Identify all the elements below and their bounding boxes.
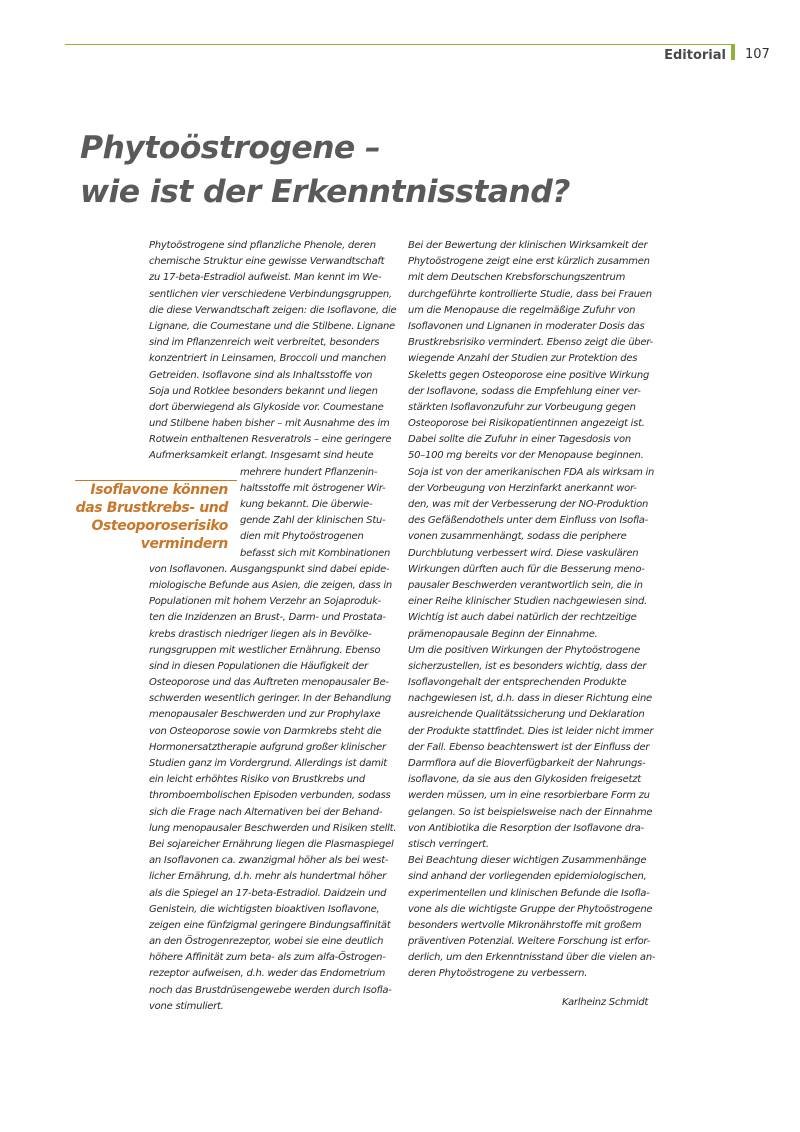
text-line: der Isoflavone, sodass die Empfehlung einer ver- — [408, 385, 641, 397]
text-line: miologische Befunde aus Asien, die zeigen, dass in — [149, 579, 392, 591]
text-line: Phytoöstrogene zeigt eine erst kürzlich zusammen — [408, 256, 650, 268]
section-accent-bar — [731, 44, 735, 60]
text-line: rezeptor aufweisen, d.h. weder das Endometrium — [149, 968, 386, 980]
text-line: durchgeführte kontrollierte Studie, dass bei Frauen — [408, 288, 652, 300]
text-line: Wichtig ist auch dabei natürlich der rechtzeitige — [408, 612, 637, 624]
text-line: von Osteoporose sowie von Darmkrebs steht die — [149, 725, 382, 737]
text-line: ein leicht erhöhtes Risiko von Brustkrebs und — [149, 774, 365, 786]
text-line: Isoflavonen und Lignanen in moderater Dosis das — [408, 320, 645, 332]
text-line: isoflavone, da sie aus den Glykosiden freigesetzt — [408, 774, 641, 786]
text-line: ausreichende Qualitätssicherung und Deklaration — [408, 709, 645, 721]
section-label: Editorial — [664, 48, 726, 63]
text-line: konzentriert in Leinsamen, Broccoli und manchen — [149, 353, 387, 365]
text-line: den, was mit der Verbesserung der NO-Produktion — [408, 499, 649, 510]
pullquote-line: Osteoporoserisiko — [91, 518, 228, 534]
text-line: rungsgruppen mit westlicher Ernährung. Ebenso — [149, 644, 381, 656]
text-line: chemische Struktur eine gewisse Verwandtschaft — [149, 256, 385, 268]
text-line: höhere Affinität zum beta- als zum alfa-Östrogen- — [149, 952, 386, 964]
text-line: dien mit Phytoöstrogenen — [240, 531, 364, 543]
text-line: präventiven Potenzial. Weitere Forschung ist erfor- — [408, 936, 651, 948]
text-line: zu 17-beta-Estradiol aufweist. Man kennt im We- — [149, 272, 382, 284]
text-line: an den Östrogenrezeptor, wobei sie eine deutlich — [149, 936, 384, 948]
text-line: Osteoporose bei Risikopatientinnen angezeigt ist. — [408, 418, 645, 430]
title-line-2: wie ist der Erkenntnisstand? — [80, 174, 570, 210]
text-line: sentlichen vier verschiedene Verbindungsgruppen, — [149, 288, 392, 300]
text-line: pausaler Beschwerden verantwortlich sein, die in — [408, 579, 643, 591]
text-line: kung bekannt. Die überwie- — [240, 499, 373, 510]
text-line: sind im Pflanzenreich weit verbreitet, besonders — [149, 337, 380, 349]
text-line: von Isoflavonen. Ausgangspunkt sind dabei epide- — [149, 563, 390, 575]
text-line: Rotwein enthaltenen Resveratrols – eine geringere — [149, 434, 392, 446]
pullquote — [68, 481, 228, 553]
text-line: befasst sich mit Kombinationen — [240, 547, 391, 559]
right-column — [408, 238, 658, 983]
text-line: derlich, um den Erkenntnisstand über die vielen an- — [408, 952, 656, 964]
text-line: sicherzustellen, ist es besonders wichtig, dass der — [408, 660, 647, 672]
text-line: licher Ernährung, d.h. mehr als hundertmal höher — [149, 871, 387, 883]
text-line: der Produkte stattfindet. Dies ist leider nicht immer — [408, 725, 654, 737]
text-line: vone stimuliert. — [149, 1000, 224, 1012]
text-line: Soja und Rotklee besonders bekannt und liegen — [149, 385, 378, 397]
text-line: sind in diesen Populationen die Häufigkeit der — [149, 660, 368, 672]
pullquote-line: Isoflavone können — [90, 482, 228, 498]
text-line: die diese Verwandtschaft zeigen: die Isoflavone, die — [149, 304, 397, 316]
pullquote-line: das Brustkrebs- und — [75, 500, 228, 516]
text-line: Bei Beachtung dieser wichtigen Zusammenhänge — [408, 855, 647, 867]
text-line: Phytoöstrogene sind pflanzliche Phenole, deren — [149, 240, 376, 251]
left-column — [149, 238, 399, 1015]
text-line: gende Zahl der klinischen Stu- — [240, 515, 386, 527]
text-line: Skeletts gegen Osteoporose eine positive Wirkung — [408, 369, 650, 381]
text-line: sind anhand der vorliegenden epidemiologischen, — [408, 871, 647, 883]
text-line: Soja ist von der amerikanischen FDA als wirksam in — [408, 466, 655, 478]
text-line: Bei sojareicher Ernährung liegen die Plasmaspiegel — [149, 838, 394, 850]
text-line: mit dem Deutschen Krebsforschungszentrum — [408, 272, 626, 284]
text-line: Dabei sollte die Zufuhr in einer Tagesdosis von — [408, 434, 631, 446]
text-line: Bei der Bewertung der klinischen Wirksamkeit der — [408, 240, 648, 251]
text-line: Wirkungen dürften auch für die Besserung meno- — [408, 563, 645, 575]
text-line: nachgewiesen ist, d.h. dass in dieser Richtung eine — [408, 693, 652, 705]
text-line: haltsstoffe mit östrogener Wir- — [240, 482, 386, 494]
text-line: Populationen mit hohem Verzehr an Sojaproduk- — [149, 596, 382, 608]
text-line: vone als die wichtigste Gruppe der Phytoöstrogene — [408, 903, 653, 915]
text-line: prämenopausale Beginn der Einnahme. — [408, 628, 598, 640]
text-line: thromboembolischen Episoden verbunden, sodass — [149, 790, 391, 802]
text-line: des Gefäßendothels unter dem Einfluss von Isofla- — [408, 515, 649, 527]
text-line: experimentellen und klinischen Befunde die Isofla- — [408, 887, 650, 899]
text-line: Durchblutung verbessert wird. Diese vaskulären — [408, 547, 639, 559]
text-line: um die Menopause die regelmäßige Zufuhr von — [408, 304, 636, 316]
pullquote-line: vermindern — [140, 536, 228, 552]
text-line: gelangen. So ist beispielsweise nach der Einnahme — [408, 806, 653, 818]
text-line: stärkten Isoflavonzufuhr zur Vorbeugung gegen — [408, 401, 636, 413]
text-line: der Vorbeugung von Herzinfarkt anerkannt wor- — [408, 482, 637, 494]
text-line: besonders wertvolle Mikronährstoffe mit großem — [408, 919, 642, 931]
text-line: sich die Frage nach Alternativen bei der Behand- — [149, 806, 383, 818]
text-line: der Fall. Ebenso beachtenswert ist der Einfluss der — [408, 741, 650, 753]
text-line: zeigen eine fünfzigmal geringere Bindungsaffinität — [149, 919, 391, 931]
text-line: als die Spiegel an 17-beta-Estradiol. Daidzein und — [149, 887, 387, 899]
text-line: Isoflavongehalt der entsprechenden Produkte — [408, 677, 627, 689]
article-title — [80, 126, 680, 214]
text-line: 50–100 mg bereits vor der Menopause beginnen. — [408, 450, 644, 462]
text-line: und Stilbene haben bisher – mit Ausnahme des im — [149, 418, 390, 430]
text-line: einer Reihe klinischer Studien nachgewiesen sind. — [408, 596, 648, 608]
text-line: an Isoflavonen ca. zwanzigmal höher als bei west- — [149, 855, 389, 867]
text-line: Um die positiven Wirkungen der Phytoöstrogene — [408, 644, 641, 656]
text-line: lung menopausaler Beschwerden und Risiken stellt. — [149, 822, 397, 834]
text-line: mehrere hundert Pflanzenin- — [240, 466, 378, 478]
text-line: Genistein, die wichtigsten bioaktiven Isoflavone, — [149, 903, 380, 915]
header-rule — [65, 44, 735, 45]
text-line: Darmflora auf die Bioverfügbarkeit der Nahrungs- — [408, 758, 646, 769]
text-line: Studien ganz im Vordergrund. Allerdings ist damit — [149, 758, 387, 769]
text-line: Brustkrebsrisiko vermindert. Ebenso zeigt die über- — [408, 337, 653, 349]
text-line: Getreiden. Isoflavone sind als Inhaltsstoffe von — [149, 369, 373, 381]
text-line: schwerden wesentlich geringer. In der Behandlung — [149, 693, 392, 705]
text-line: dort überwiegend als Glykoside vor. Coumestane — [149, 401, 384, 413]
text-line: Osteoporose und das Auftreten menopausaler Be- — [149, 677, 389, 689]
page-number: 107 — [745, 47, 770, 62]
title-line-1: Phytoöstrogene – — [80, 130, 381, 166]
text-line: stisch verringert. — [408, 838, 489, 850]
text-line: vonen zusammenhängt, sodass die periphere — [408, 531, 627, 543]
author-signature: Karlheinz Schmidt — [562, 997, 648, 1008]
text-line: deren Phytoöstrogene zu verbessern. — [408, 968, 588, 980]
text-line: ten die Inzidenzen an Brust-, Darm- und Prostata- — [149, 612, 386, 624]
text-line: krebs drastisch niedriger liegen als in Bevölke- — [149, 628, 372, 640]
text-line: wiegende Anzahl der Studien zur Protektion des — [408, 353, 638, 365]
text-line: menopausaler Beschwerden und zur Prophylaxe — [149, 709, 381, 721]
text-line: von Antibiotika die Resorption der Isoflavone dra- — [408, 822, 645, 834]
text-line: Lignane, die Coumestane und die Stilbene. Lignane — [149, 320, 395, 332]
text-line: noch das Brustdrüsengewebe werden durch Isofla- — [149, 984, 392, 996]
text-line: Aufmerksamkeit erlangt. Insgesamt sind heute — [149, 450, 374, 462]
text-line: werden müssen, um in eine resorbierbare Form zu — [408, 790, 650, 802]
text-line: Hormonersatztherapie aufgrund großer klinischer — [149, 741, 386, 753]
